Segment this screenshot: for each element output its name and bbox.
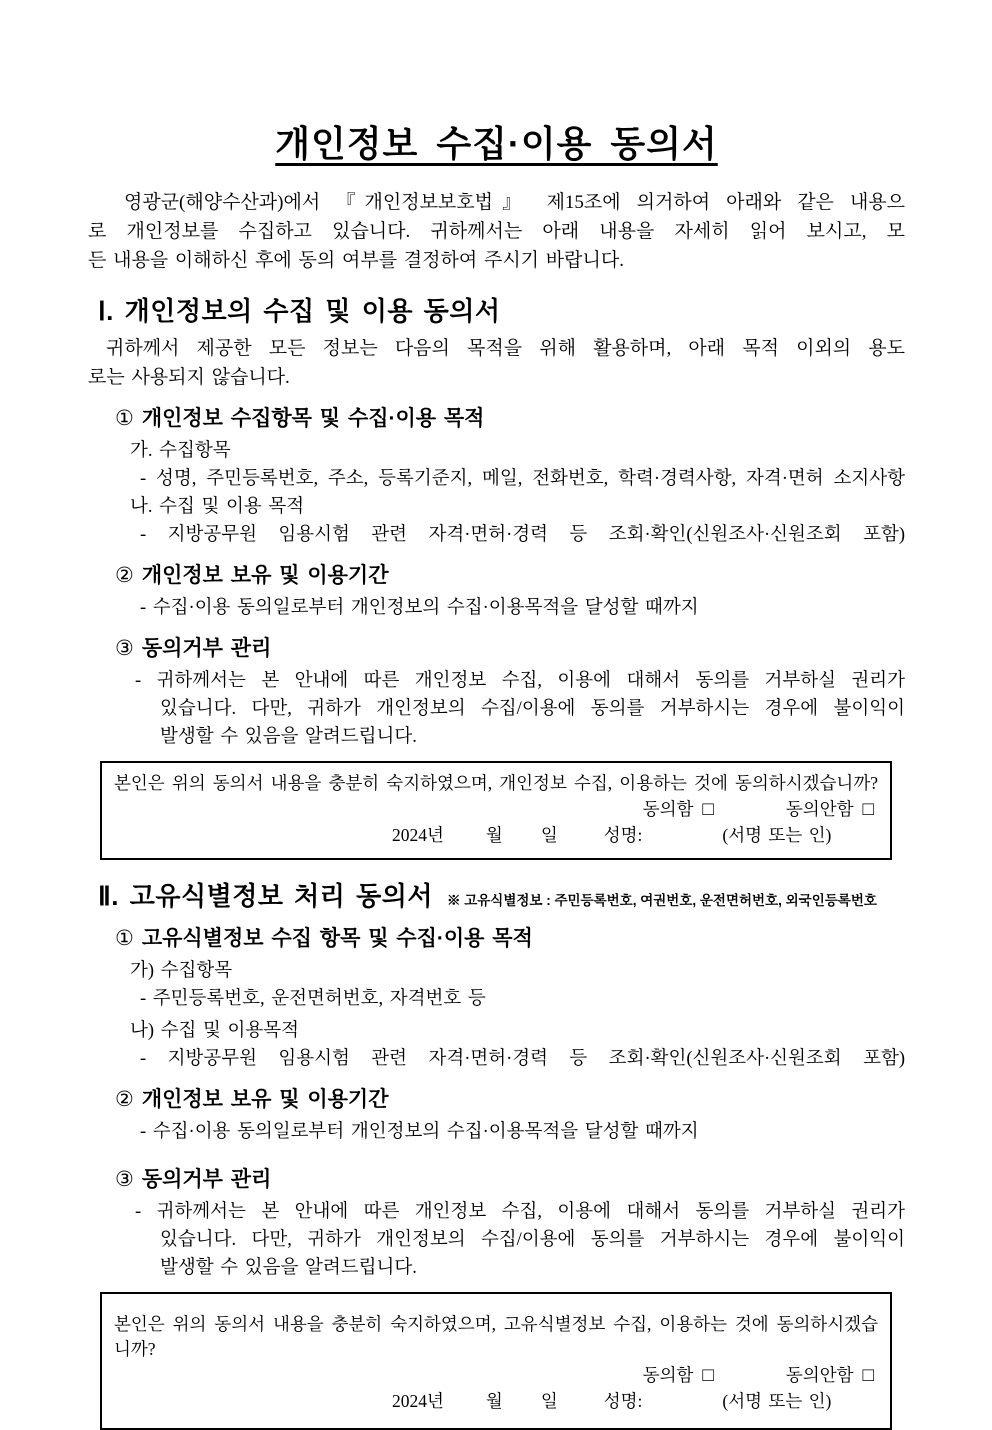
- year-label: 2024년: [392, 825, 444, 845]
- section1-intro: [88, 334, 905, 392]
- intro-line: 든 내용을 이해하신 후에 동의 여부를 결정하여 주시기 바랍니다.: [88, 250, 624, 271]
- section1-item2-detail: - 수집·이용 동의일로부터 개인정보의 수집·이용목적을 달성할 때까지: [140, 598, 699, 618]
- section2-item1-sub1-detail: - 주민등록번호, 운전면허번호, 자격번호 등: [140, 989, 486, 1009]
- section2-item3-paragraph: [88, 1198, 905, 1282]
- section1-item2-heading: [115, 562, 905, 589]
- intro-line: 영광군(해양수산과)에서 『개인정보보호법』 제15조에 의거하여 아래와 같은 내용으: [124, 192, 905, 213]
- section2-item1-title: 고유식별정보 수집 항목 및 수집·이용 목적: [141, 927, 533, 950]
- name-label: 성명:: [603, 825, 643, 845]
- name-label: 성명:: [603, 1391, 643, 1411]
- section1-consent-question: 본인은 위의 동의서 내용을 충분히 숙지하였으며, 개인정보 수집, 이용하는 것에 동의하시겠습니까?: [114, 773, 878, 793]
- circled-number-1-icon: ①: [115, 927, 134, 950]
- circled-number-3-icon: ③: [115, 637, 134, 660]
- section2-consent-box: [100, 1292, 892, 1430]
- section1-item3-line: - 귀하께서는 본 안내에 따른 개인정보 수집, 이용에 대해서 동의를 거부하실 권리가: [135, 671, 905, 691]
- section1-item1-heading: [115, 405, 905, 432]
- year-label: 2024년: [392, 1391, 444, 1411]
- section1-item3-paragraph: [88, 667, 905, 751]
- section2-consent-question: 본인은 위의 동의서 내용을 충분히 숙지하였으며, 고유식별정보 수집, 이용하는 것에 동의하시겠습니까?: [114, 1314, 878, 1359]
- section2-heading: Ⅱ. 고유식별정보 처리 동의서: [98, 881, 433, 911]
- signature-label: (서명 또는 인): [722, 825, 832, 845]
- section1-intro-line: 귀하께서 제공한 모든 정보는 다음의 목적을 위해 활용하며, 아래 목적 이외의 용도: [106, 338, 905, 359]
- section1-date-line: [114, 823, 878, 848]
- section1-item1-sub2-detail: - 지방공무원 임용시험 관련 자격·면허·경력 등 조회·확인(신원조사·신원조회 포함): [140, 525, 905, 545]
- signature-label: (서명 또는 인): [722, 1391, 832, 1411]
- section2-item3-line: 발생할 수 있음을 알려드립니다.: [160, 1258, 417, 1278]
- page-title: [88, 122, 905, 166]
- circled-number-3-icon: ③: [115, 1168, 134, 1191]
- section1-item1-sub1-detail: - 성명, 주민등록번호, 주소, 등록기준지, 메일, 전화번호, 학력·경력사항, 자격·면허 소지사항: [140, 469, 905, 489]
- section2-item2-title: 개인정보 보유 및 이용기간: [141, 1088, 389, 1111]
- section1-item3-line: 발생할 수 있음을 알려드립니다.: [160, 727, 417, 747]
- section1-item1-sub1: 가. 수집항목: [130, 441, 231, 461]
- section1-item3-heading: [115, 635, 905, 662]
- section1-disagree-choice: [786, 797, 874, 822]
- section2-item3-heading: [115, 1166, 905, 1193]
- day-label: 일: [540, 825, 558, 845]
- agree-label: 동의함: [642, 799, 694, 819]
- day-label: 일: [540, 1391, 558, 1411]
- circled-number-2-icon: ②: [115, 1088, 134, 1111]
- circled-number-1-icon: ①: [115, 407, 134, 430]
- page-title-text: 개인정보 수집·이용 동의서: [275, 123, 718, 164]
- section2-item1-heading: [115, 925, 905, 952]
- agree-label: 동의함: [642, 1365, 694, 1385]
- section2-item2-detail: - 수집·이용 동의일로부터 개인정보의 수집·이용목적을 달성할 때까지: [140, 1122, 699, 1142]
- section1-item3-line: 있습니다. 다만, 귀하가 개인정보의 수집/이용에 동의를 거부하시는 경우에 불이익이: [160, 699, 905, 719]
- disagree-checkbox[interactable]: □: [862, 799, 874, 820]
- section1-heading: Ⅰ. 개인정보의 수집 및 이용 동의서: [98, 296, 501, 326]
- intro-paragraph: [88, 188, 905, 275]
- section2-consent-choices: [114, 1363, 878, 1388]
- section1-consent-choices: [114, 797, 878, 822]
- section1-intro-line: 로는 사용되지 않습니다.: [88, 367, 290, 388]
- section2-item1-sub2-detail: - 지방공무원 임용시험 관련 자격·면허·경력 등 조회·확인(신원조사·신원조회 포함): [140, 1049, 905, 1069]
- agree-checkbox[interactable]: □: [702, 1365, 714, 1386]
- section2-item3-line: - 귀하께서는 본 안내에 따른 개인정보 수집, 이용에 대해서 동의를 거부하실 권리가: [135, 1202, 905, 1222]
- section1-consent-box: [100, 761, 892, 860]
- section2-item1-sub2: 나) 수집 및 이용목적: [130, 1021, 300, 1041]
- section2-item1-sub1: 가) 수집항목: [130, 961, 233, 981]
- section1-item1-title: 개인정보 수집항목 및 수집·이용 목적: [141, 407, 485, 430]
- section1-item1-sub2: 나. 수집 및 이용 목적: [130, 497, 305, 517]
- disagree-checkbox[interactable]: □: [862, 1365, 874, 1386]
- disagree-label: 동의안함: [785, 1365, 854, 1385]
- section1-item3-title: 동의거부 관리: [141, 637, 272, 660]
- section1-item2-title: 개인정보 보유 및 이용기간: [141, 564, 389, 587]
- section2-date-line: [114, 1389, 878, 1414]
- section2-agree-choice: [643, 1363, 714, 1388]
- agree-checkbox[interactable]: □: [702, 799, 714, 820]
- month-label: 월: [485, 825, 503, 845]
- month-label: 월: [485, 1391, 503, 1411]
- intro-line: 로 개인정보를 수집하고 있습니다. 귀하께서는 아래 내용을 자세히 읽어 보시고, 모: [88, 221, 905, 242]
- section2-item3-line: 있습니다. 다만, 귀하가 개인정보의 수집/이용에 동의를 거부하시는 경우에 불이익이: [160, 1230, 905, 1250]
- circled-number-2-icon: ②: [115, 564, 134, 587]
- section2-item3-title: 동의거부 관리: [141, 1168, 272, 1191]
- section2-item2-heading: [115, 1086, 905, 1113]
- section2-disagree-choice: [786, 1363, 874, 1388]
- disagree-label: 동의안함: [785, 799, 854, 819]
- unique-id-note: ※ 고유식별정보 : 주민등록번호, 여권번호, 운전면허번호, 외국인등록번호: [446, 893, 877, 908]
- section1-agree-choice: [643, 797, 714, 822]
- section2-heading-row: [88, 880, 905, 912]
